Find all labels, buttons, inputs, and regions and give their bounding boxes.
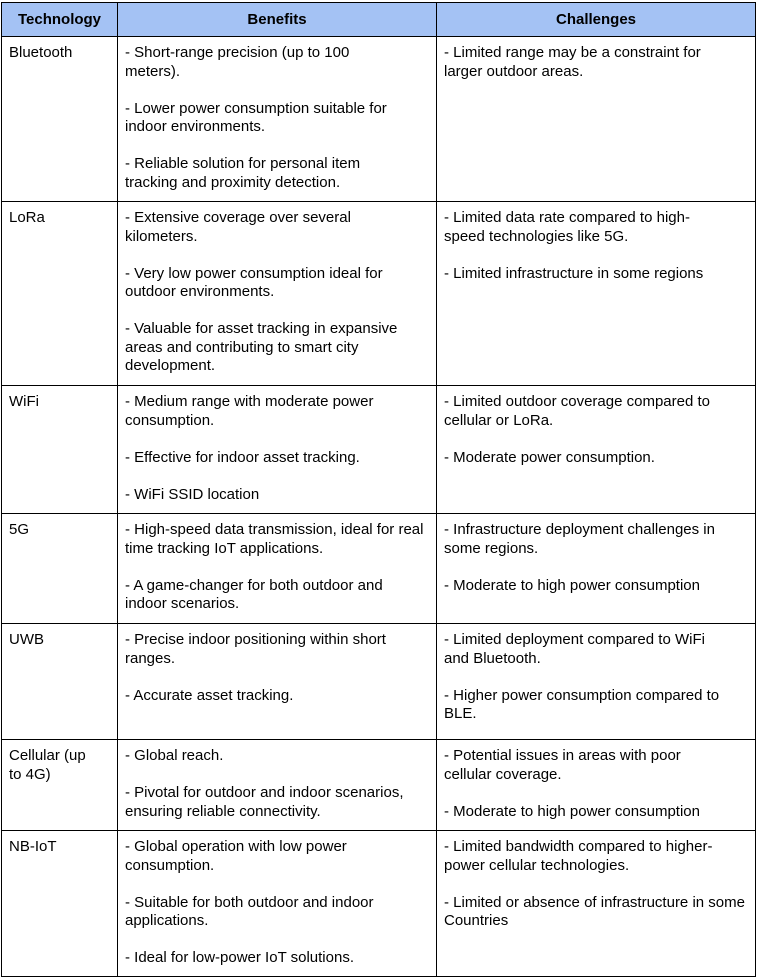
table-row: [2, 514, 756, 624]
table-row: [2, 386, 756, 514]
challenges-cell: [437, 740, 756, 831]
challenge-item: - Limited bandwidth compared to higher-power cellular technologies.: [444, 838, 713, 874]
challenge-item: - Moderate to high power consumption: [444, 576, 700, 594]
benefit-item: - Reliable solution for personal item tracking and proximity detection.: [125, 155, 361, 191]
benefits-cell: [118, 740, 437, 831]
benefit-item: - Global reach.: [125, 747, 224, 764]
challenges-cell: [437, 624, 756, 740]
benefits-cell: [118, 202, 437, 386]
challenge-item: - Limited deployment compared to WiFi and Bluetooth.: [444, 631, 705, 667]
benefit-item: - Very low power consumption ideal for outdoor environments.: [125, 264, 383, 300]
challenge-item: - Limited range may be a constraint for larger outdoor areas.: [444, 44, 701, 80]
challenge-item: - Limited outdoor coverage compared to cellular or LoRa.: [444, 393, 710, 429]
benefits-cell: [118, 514, 437, 624]
table-row: [2, 624, 756, 740]
benefit-item: - A game-changer for both outdoor and indoor scenarios.: [125, 576, 383, 612]
benefit-item: - Medium range with moderate power consumption.: [125, 393, 374, 429]
challenge-item: - Moderate to high power consumption: [444, 802, 700, 820]
header-row: [2, 3, 756, 37]
challenge-item: - Limited or absence of infrastructure in some Countries: [444, 893, 745, 929]
technology-cell: 5G: [2, 514, 118, 624]
benefit-item: - Effective for indoor asset tracking.: [125, 448, 360, 466]
benefit-item: - Lower power consumption suitable for indoor environments.: [125, 99, 387, 135]
comparison-table: [1, 2, 756, 977]
challenge-item: - Limited data rate compared to high-speed technologies like 5G.: [444, 209, 690, 245]
challenges-cell: [437, 831, 756, 977]
challenge-item: - Potential issues in areas with poor cellular coverage.: [444, 747, 681, 783]
challenge-item: - Infrastructure deployment challenges in some regions.: [444, 521, 715, 557]
table-row: [2, 831, 756, 977]
header-technology: Technology: [2, 3, 118, 37]
technology-cell: Cellular (up to 4G): [2, 740, 118, 831]
technology-cell: WiFi: [2, 386, 118, 514]
benefits-cell: [118, 831, 437, 977]
benefit-item: - Pivotal for outdoor and indoor scenarios, ensuring reliable connectivity.: [125, 784, 404, 820]
challenges-cell: [437, 202, 756, 386]
challenges-cell: [437, 386, 756, 514]
challenges-cell: [437, 514, 756, 624]
table-row: [2, 202, 756, 386]
technology-cell: LoRa: [2, 202, 118, 386]
technology-cell: NB-IoT: [2, 831, 118, 977]
table-row: [2, 37, 756, 202]
technology-cell: Bluetooth: [2, 37, 118, 202]
challenge-item: - Higher power consumption compared to BLE.: [444, 686, 720, 722]
benefit-item: - Ideal for low-power IoT solutions.: [125, 949, 354, 966]
benefit-item: - High-speed data transmission, ideal for real time tracking IoT applications.: [125, 521, 424, 557]
benefit-item: - Extensive coverage over several kilometers.: [125, 209, 351, 245]
benefit-item: - Global operation with low power consumption.: [125, 838, 347, 874]
benefit-item: - Precise indoor positioning within short ranges.: [125, 631, 386, 667]
challenges-cell: [437, 37, 756, 202]
benefits-cell: [118, 624, 437, 740]
header-benefits: Benefits: [118, 3, 437, 37]
header-challenges: Challenges: [437, 3, 756, 37]
benefit-item: - WiFi SSID location: [125, 485, 260, 503]
technology-cell: UWB: [2, 624, 118, 740]
benefits-cell: [118, 37, 437, 202]
table-row: [2, 740, 756, 831]
benefit-item: - Valuable for asset tracking in expansive areas and contributing to smart city development.: [125, 320, 398, 374]
challenge-item: - Moderate power consumption.: [444, 448, 655, 466]
benefit-item: - Short-range precision (up to 100 meters).: [125, 44, 350, 80]
benefits-cell: [118, 386, 437, 514]
challenge-item: - Limited infrastructure in some regions: [444, 264, 704, 282]
benefit-item: - Suitable for both outdoor and indoor applications.: [125, 893, 374, 929]
benefit-item: - Accurate asset tracking.: [125, 686, 294, 704]
